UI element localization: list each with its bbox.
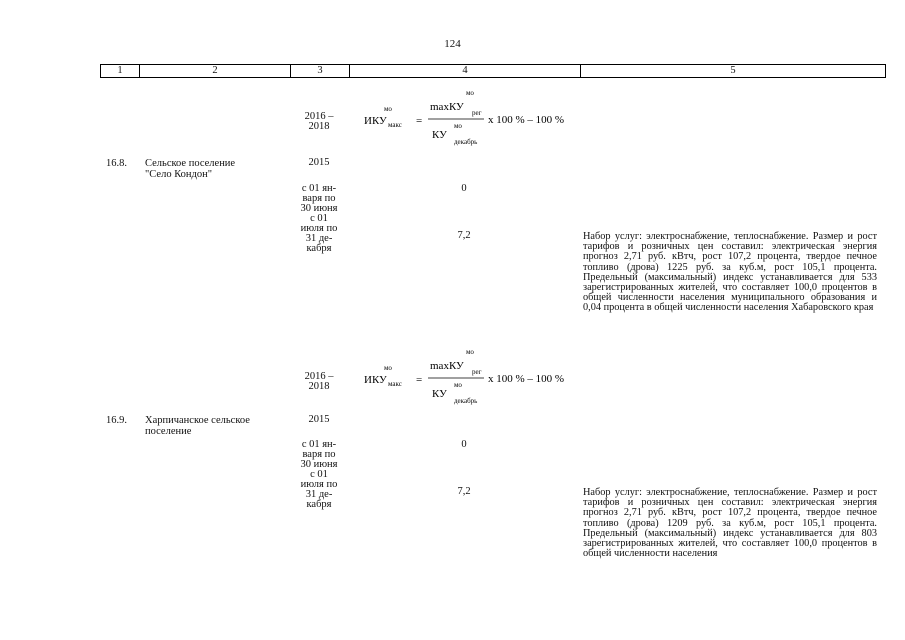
formula-num-sup: мо	[466, 89, 474, 97]
row-number: 16.9.	[106, 415, 127, 426]
formula-tail: х 100 % – 100 %	[488, 373, 565, 385]
description: Набор услуг: электроснабжение, теплоснабжение. Размер и рост тарифов и розничных цен составил: электрическая энергия прогноз 2,71 руб. кВтч, рост 107,2 процента, твердое печное топливо (дрова) 1209 руб. за куб.м, рост 105,1 процента. Предельный (максимальный) индекс устанавливается для 803 зарегистрированных жителей, что составляет 100,0 процентов в общей численности населения	[583, 487, 877, 560]
formula-lhs: ИКУ	[364, 115, 387, 127]
formula-lhs-sup: мо	[384, 364, 392, 372]
header-col-1: 1	[101, 65, 140, 78]
formula-den-main: КУ	[432, 129, 447, 141]
index-value-second: 7,2	[457, 486, 471, 497]
formula-eq: =	[416, 374, 423, 386]
formula-lhs-sub: макс	[388, 121, 402, 129]
formula-lhs: ИКУ	[364, 374, 387, 386]
header-col-4: 4	[350, 65, 581, 78]
settlement-name: Харпичанское сельское поселение	[145, 415, 250, 437]
header-col-2: 2	[140, 65, 291, 78]
period-first-half: с 01 ян- варя по 30 июня	[300, 439, 338, 470]
formula-lhs-sub: макс	[388, 380, 402, 388]
period-years: 2016 – 2018	[304, 371, 334, 392]
formula	[358, 345, 578, 407]
period-year: 2015	[308, 157, 330, 168]
header-col-3: 3	[291, 65, 350, 78]
period-year: 2015	[308, 414, 330, 425]
index-value-first: 0	[461, 183, 467, 194]
formula-den-sub: декабрь	[454, 397, 478, 405]
formula-den-main: КУ	[432, 388, 447, 400]
formula-den-sub: декабрь	[454, 138, 478, 146]
formula-den-sup: мо	[454, 122, 462, 130]
formula-num-sub: рег	[472, 368, 482, 376]
row-number: 16.8.	[106, 158, 127, 169]
formula-num-main: maxКУ	[430, 101, 464, 113]
page-number: 124	[444, 38, 461, 50]
period-second-half: с 01 июля по 31 де- кабря	[300, 469, 338, 510]
period-second-half: с 01 июля по 31 де- кабря	[300, 213, 338, 254]
formula-den-sup: мо	[454, 381, 462, 389]
formula-num-sub: рег	[472, 109, 482, 117]
formula	[358, 86, 578, 148]
description: Набор услуг: электроснабжение, теплоснабжение. Размер и рост тарифов и розничных цен составил: электрическая энергия прогноз 2,71 руб. кВтч, рост 107,2 процента, твердое печное топливо (дрова) 1225 руб. за куб.м, рост 105,1 процента. Предельный (максимальный) индекс устанавливается для 533 зарегистрированных жителей, что составляет 100,0 процентов в общей численности населения муниципального образования и 0,04 процента в общей численности населения Хабаровского края	[583, 231, 877, 314]
index-value-second: 7,2	[457, 230, 471, 241]
header-col-5: 5	[581, 65, 886, 78]
period-years: 2016 – 2018	[304, 111, 334, 132]
index-value-first: 0	[461, 439, 467, 450]
formula-eq: =	[416, 115, 423, 127]
formula-num-main: maxКУ	[430, 360, 464, 372]
formula-num-sup: мо	[466, 348, 474, 356]
column-header-row	[100, 64, 886, 78]
period-first-half: с 01 ян- варя по 30 июня	[300, 183, 338, 214]
settlement-name: Сельское поселение "Село Кондон"	[145, 158, 236, 180]
formula-tail: х 100 % – 100 %	[488, 114, 565, 126]
formula-lhs-sup: мо	[384, 105, 392, 113]
